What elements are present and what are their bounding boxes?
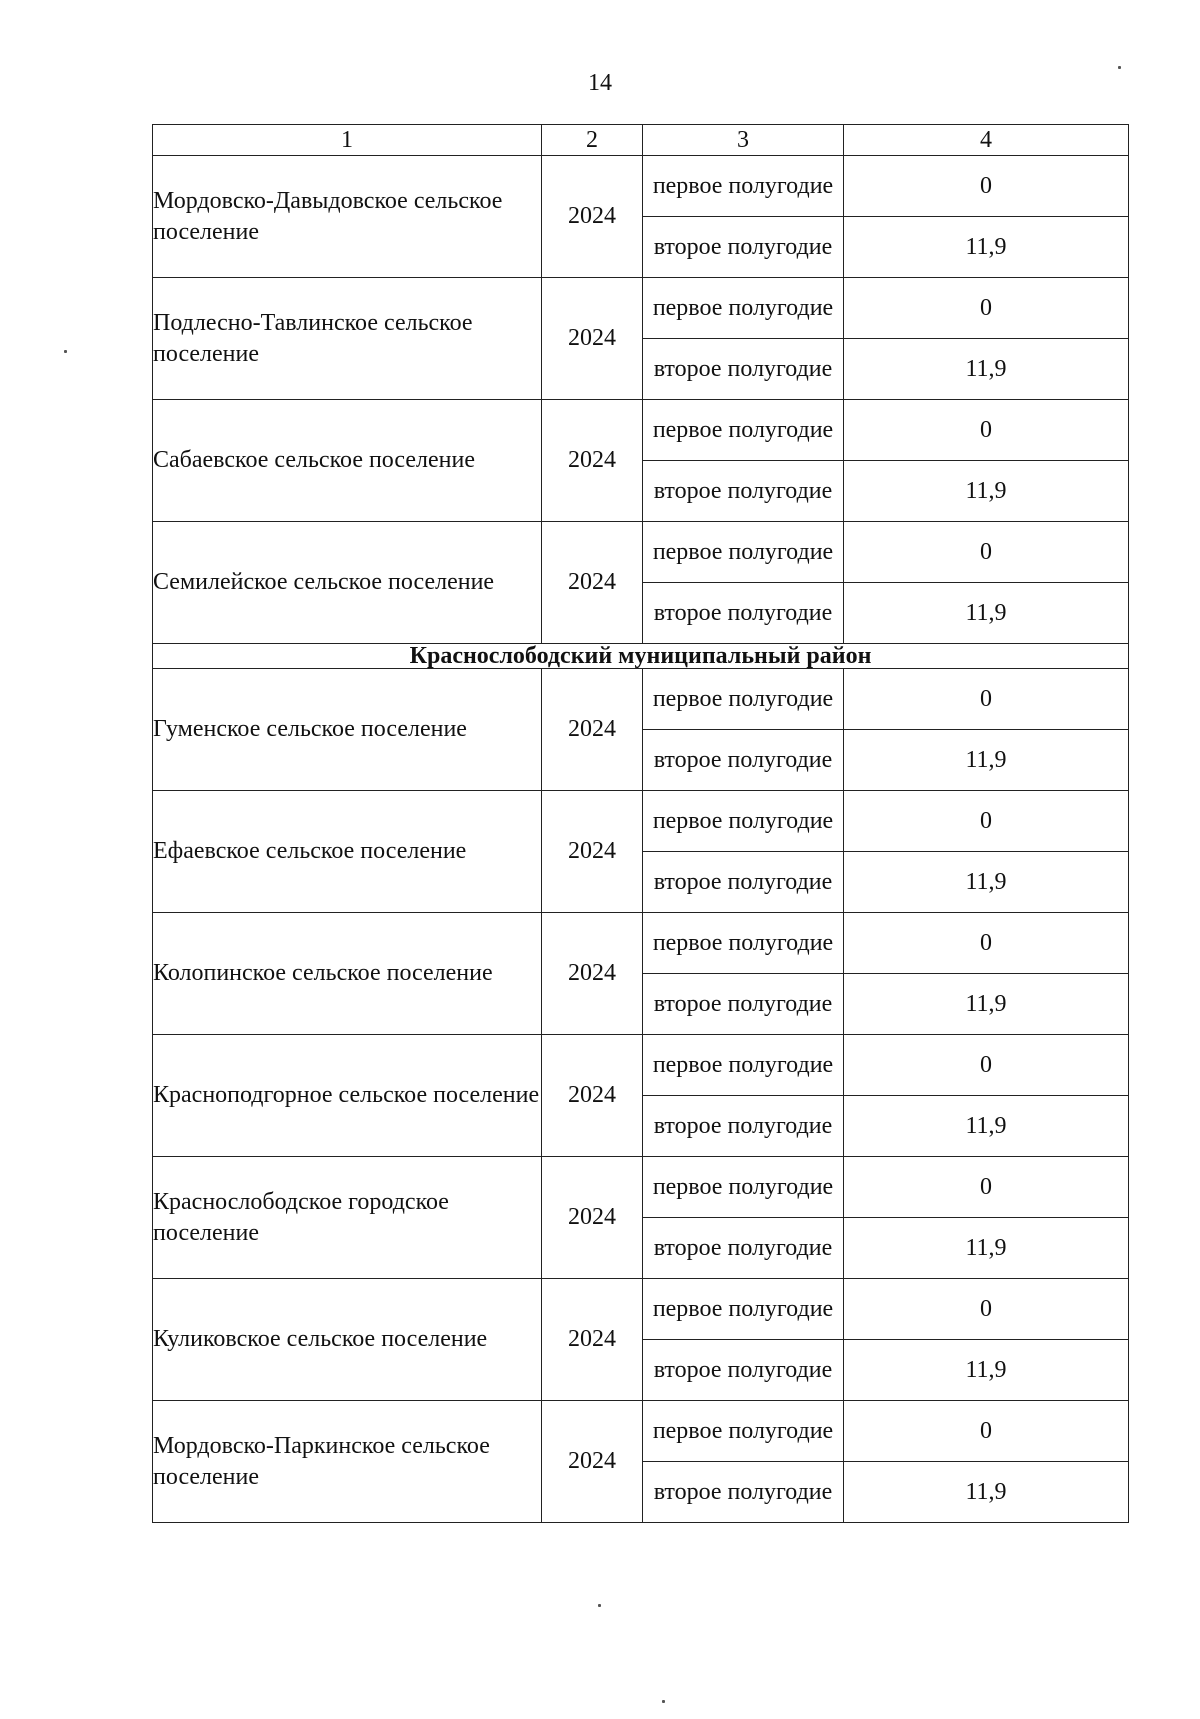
settlement-name: Колопинское сельское поселение	[153, 913, 542, 1035]
value-cell: 11,9	[844, 1340, 1129, 1401]
year-cell: 2024	[542, 1157, 643, 1279]
scan-speck	[662, 1700, 665, 1703]
year-cell: 2024	[542, 1279, 643, 1401]
value-cell: 0	[844, 400, 1129, 461]
table-row	[153, 156, 1129, 217]
settlement-name: Сабаевское сельское поселение	[153, 400, 542, 522]
scan-speck	[1118, 66, 1121, 69]
year-cell: 2024	[542, 156, 643, 278]
value-cell: 11,9	[844, 461, 1129, 522]
value-cell: 11,9	[844, 217, 1129, 278]
scan-speck	[64, 350, 67, 353]
value-cell: 11,9	[844, 1218, 1129, 1279]
settlement-name: Гуменское сельское поселение	[153, 669, 542, 791]
year-cell: 2024	[542, 791, 643, 913]
period-cell: второе полугодие	[643, 583, 844, 644]
value-cell: 0	[844, 669, 1129, 730]
settlement-name: Мордовско-Паркинское сельское поселение	[153, 1401, 542, 1523]
value-cell: 0	[844, 522, 1129, 583]
year-cell: 2024	[542, 400, 643, 522]
section-row	[153, 644, 1129, 669]
period-cell: первое полугодие	[643, 156, 844, 217]
column-header: 1	[153, 125, 542, 156]
year-cell: 2024	[542, 1401, 643, 1523]
period-cell: первое полугодие	[643, 400, 844, 461]
period-cell: первое полугодие	[643, 913, 844, 974]
value-cell: 0	[844, 1279, 1129, 1340]
data-table	[152, 124, 1129, 1523]
table-row	[153, 669, 1129, 730]
period-cell: первое полугодие	[643, 1035, 844, 1096]
period-cell: первое полугодие	[643, 791, 844, 852]
table-row	[153, 1279, 1129, 1340]
period-cell: первое полугодие	[643, 1401, 844, 1462]
settlements-group-b	[153, 669, 1129, 1523]
period-cell: второе полугодие	[643, 974, 844, 1035]
period-cell: второе полугодие	[643, 730, 844, 791]
value-cell: 0	[844, 1157, 1129, 1218]
year-cell: 2024	[542, 278, 643, 400]
period-cell: первое полугодие	[643, 1157, 844, 1218]
table-row	[153, 1401, 1129, 1462]
value-cell: 11,9	[844, 583, 1129, 644]
value-cell: 0	[844, 1035, 1129, 1096]
period-cell: второе полугодие	[643, 1096, 844, 1157]
value-cell: 0	[844, 156, 1129, 217]
period-cell: второе полугодие	[643, 1218, 844, 1279]
settlement-name: Подлесно-Тавлинское сельское поселение	[153, 278, 542, 400]
scan-speck	[598, 1604, 601, 1607]
table-row	[153, 278, 1129, 339]
column-header: 4	[844, 125, 1129, 156]
value-cell: 0	[844, 1401, 1129, 1462]
period-cell: второе полугодие	[643, 852, 844, 913]
period-cell: второе полугодие	[643, 1462, 844, 1523]
value-cell: 11,9	[844, 1462, 1129, 1523]
value-cell: 11,9	[844, 852, 1129, 913]
section-title: Краснослободский муниципальный район	[153, 644, 1129, 669]
table-row	[153, 400, 1129, 461]
value-cell: 0	[844, 278, 1129, 339]
period-cell: первое полугодие	[643, 1279, 844, 1340]
year-cell: 2024	[542, 913, 643, 1035]
table-row	[153, 522, 1129, 583]
year-cell: 2024	[542, 669, 643, 791]
table-row	[153, 1157, 1129, 1218]
period-cell: первое полугодие	[643, 278, 844, 339]
column-header: 3	[643, 125, 844, 156]
year-cell: 2024	[542, 1035, 643, 1157]
settlement-name: Семилейское сельское поселение	[153, 522, 542, 644]
settlement-name: Краснослободское городское поселение	[153, 1157, 542, 1279]
year-cell: 2024	[542, 522, 643, 644]
settlement-name: Куликовское сельское поселение	[153, 1279, 542, 1401]
period-cell: первое полугодие	[643, 669, 844, 730]
period-cell: второе полугодие	[643, 461, 844, 522]
table-row	[153, 791, 1129, 852]
value-cell: 11,9	[844, 730, 1129, 791]
settlement-name: Красноподгорное сельское поселение	[153, 1035, 542, 1157]
period-cell: первое полугодие	[643, 522, 844, 583]
period-cell: второе полугодие	[643, 339, 844, 400]
value-cell: 11,9	[844, 339, 1129, 400]
table-row	[153, 1035, 1129, 1096]
column-header: 2	[542, 125, 643, 156]
header-row	[153, 125, 1129, 156]
settlement-name: Ефаевское сельское поселение	[153, 791, 542, 913]
settlement-name: Мордовско-Давыдовское сельское поселение	[153, 156, 542, 278]
value-cell: 0	[844, 791, 1129, 852]
value-cell: 11,9	[844, 974, 1129, 1035]
table-row	[153, 913, 1129, 974]
page-number: 14	[588, 70, 612, 96]
period-cell: второе полугодие	[643, 1340, 844, 1401]
value-cell: 11,9	[844, 1096, 1129, 1157]
settlements-group-a	[153, 156, 1129, 644]
period-cell: второе полугодие	[643, 217, 844, 278]
value-cell: 0	[844, 913, 1129, 974]
